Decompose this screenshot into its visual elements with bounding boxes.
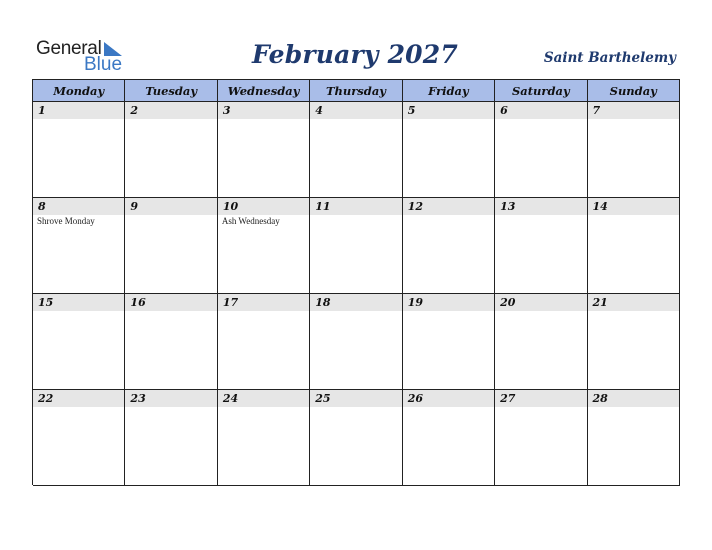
day-cell [310,198,402,294]
day-number: 15 [33,294,124,311]
day-cell [495,102,587,198]
day-number: 11 [310,198,401,215]
day-number: 9 [125,198,216,215]
holiday-label [218,407,309,408]
day-cell [218,390,310,486]
day-cell [218,102,310,198]
week-row [33,390,680,486]
day-number: 3 [218,102,309,119]
day-cell [218,198,310,294]
day-number: 5 [403,102,494,119]
holiday-label [125,407,216,408]
day-number: 27 [495,390,586,407]
region-name: Saint Barthelemy [543,50,676,66]
day-number: 17 [218,294,309,311]
holiday-label [125,215,216,216]
day-cell [33,294,125,390]
day-number: 6 [495,102,586,119]
generalblue-logo [36,38,132,74]
holiday-label [403,215,494,216]
day-number: 7 [588,102,679,119]
holiday-label [218,311,309,312]
day-number: 20 [495,294,586,311]
day-cell [588,294,680,390]
holiday-label [588,311,679,312]
day-cell [403,390,495,486]
weekday-header-row [33,80,680,102]
weeks-container [33,102,680,486]
month-title: February 2027 [252,40,458,69]
day-cell [495,198,587,294]
day-number: 28 [588,390,679,407]
holiday-label [403,311,494,312]
day-number: 26 [403,390,494,407]
day-cell [310,294,402,390]
day-cell [495,390,587,486]
week-row [33,102,680,198]
day-number: 24 [218,390,309,407]
holiday-label: Ash Wednesday [221,216,280,226]
holiday-label: Shrove Monday [37,216,95,226]
holiday-label [403,407,494,408]
day-number: 13 [495,198,586,215]
day-cell [310,390,402,486]
holiday-label [495,215,586,216]
day-cell [33,102,125,198]
day-cell [218,294,310,390]
day-number: 2 [125,102,216,119]
day-cell [588,102,680,198]
weekday-header: Monday [33,80,125,102]
holiday-label [588,407,679,408]
day-number: 1 [33,102,124,119]
holiday-label [588,215,679,216]
day-number: 4 [310,102,401,119]
holiday-label [310,311,401,312]
holiday-label [495,311,586,312]
holiday-label [33,311,124,312]
holiday-label [125,311,216,312]
day-cell [588,390,680,486]
day-cell [125,390,217,486]
week-row [33,198,680,294]
day-number: 19 [403,294,494,311]
day-number: 25 [310,390,401,407]
day-cell [33,390,125,486]
week-row [33,294,680,390]
day-cell [495,294,587,390]
holiday-label [310,407,401,408]
logo-general-text: General [36,38,102,59]
day-cell [403,294,495,390]
day-number: 12 [403,198,494,215]
day-number: 8 [33,198,124,215]
day-number: 16 [125,294,216,311]
holiday-label [125,119,216,120]
holiday-label [495,407,586,408]
day-number: 22 [33,390,124,407]
day-cell [125,198,217,294]
weekday-header: Tuesday [125,80,217,102]
holiday-label [310,119,401,120]
day-cell [588,198,680,294]
day-cell [125,294,217,390]
holiday-label [310,215,401,216]
day-cell [125,102,217,198]
holiday-label [403,119,494,120]
weekday-header: Sunday [588,80,680,102]
weekday-header: Friday [403,80,495,102]
holiday-label [495,119,586,120]
calendar-grid [32,79,680,485]
day-cell [403,198,495,294]
day-number: 23 [125,390,216,407]
logo-blue-text: Blue [84,54,123,75]
day-cell [310,102,402,198]
holiday-label [218,119,309,120]
day-number: 21 [588,294,679,311]
weekday-header: Saturday [495,80,587,102]
holiday-label [588,119,679,120]
weekday-header: Thursday [310,80,402,102]
day-cell [33,198,125,294]
holiday-label [33,407,124,408]
day-number: 18 [310,294,401,311]
day-cell [403,102,495,198]
day-number: 14 [588,198,679,215]
holiday-label [33,119,124,120]
day-number: 10 [218,198,309,215]
weekday-header: Wednesday [218,80,310,102]
